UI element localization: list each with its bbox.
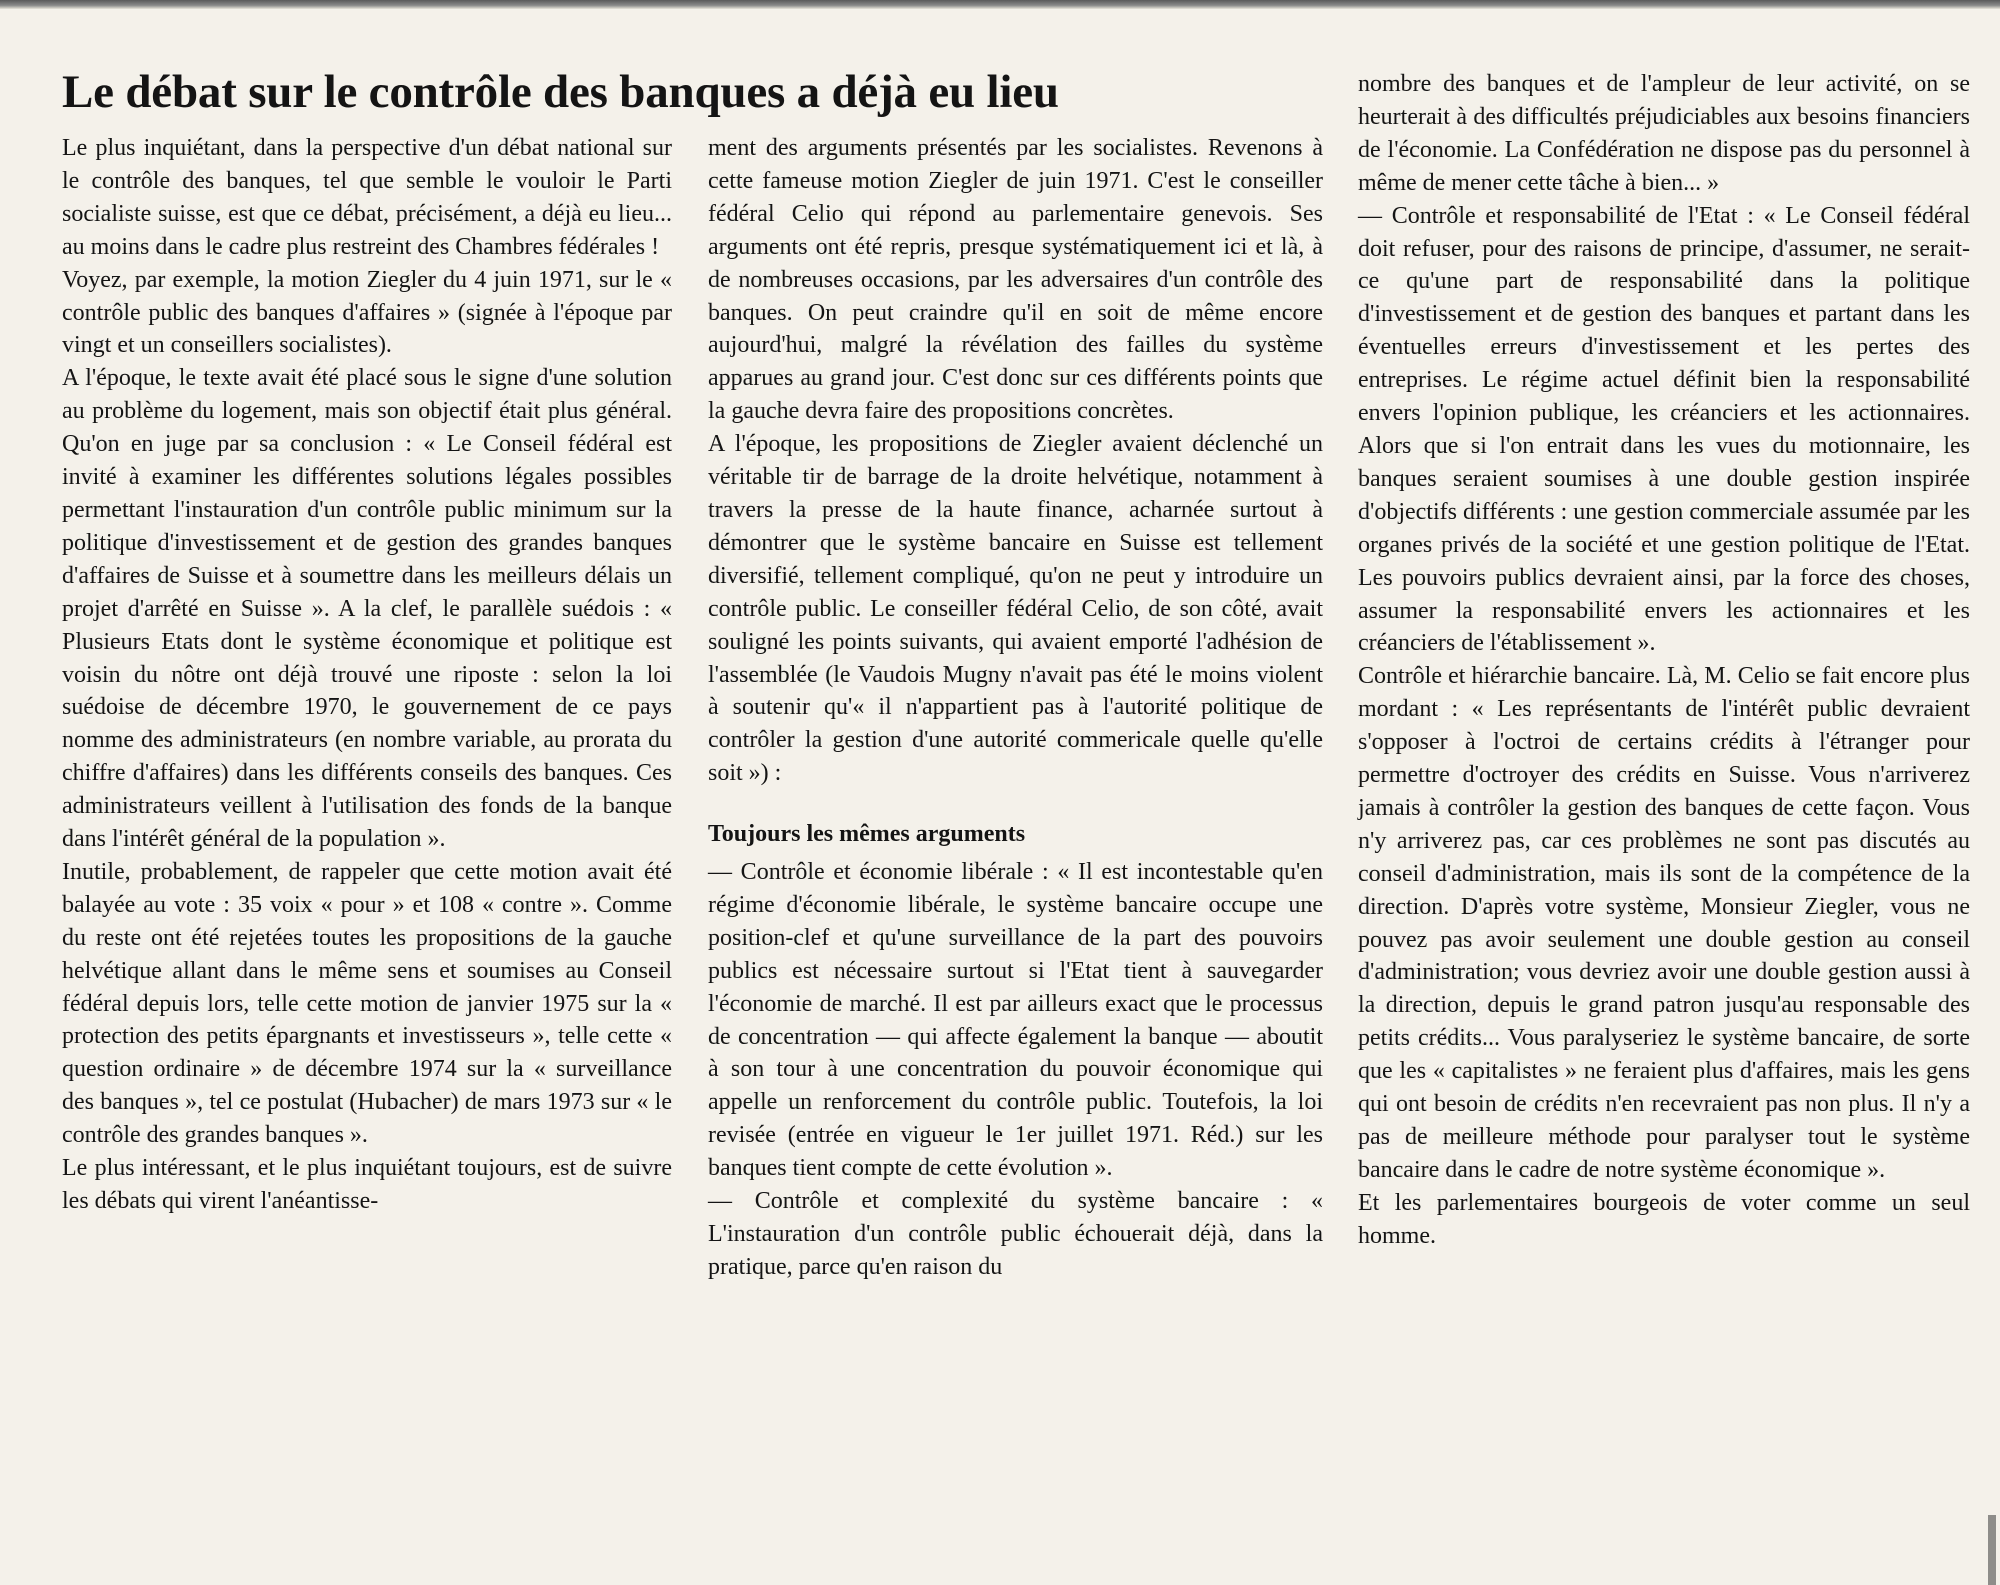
paragraph: nombre des banques et de l'ampleur de leur activité, on se heurterait à des difficultés préjudiciables aux besoins financiers de l'économie. La Confédération ne dispose pas du personnel à même de mener cette tâche à bien... » [1358, 71, 1970, 196]
column-1 [62, 132, 672, 1218]
page-edge-mark [1988, 1515, 1996, 1585]
paragraph: Le plus inquiétant, dans la perspective d'un débat national sur le contrôle des banques, tel que semble le vouloir le Parti socialiste suisse, est que ce débat, précisément, a déjà eu lieu... au moins dans le cadre plus restreint des Chambres fédérales ! [62, 135, 672, 260]
section-subheading: Toujours les mêmes arguments [708, 821, 1026, 848]
paragraph: Contrôle et hiérarchie bancaire. Là, M. Celio se fait encore plus mordant : « Les représentants de l'intérêt public devraient s'opposer à l'octroi de certains crédits à l'étranger pour permettre d'octroyer des crédits en Suisse. Vous n'arriverez jamais à contrôler la gestion des banques de cette façon. Vous n'y arriverez pas, car ces problèmes ne sont pas discutés au conseil d'administration, mais ils sont de la compétence de la direction. D'après votre système, Monsieur Ziegler, vous ne pouvez pas avoir seulement une double gestion au conseil d'administration; vous devriez avoir une double gestion aussi à la direction, depuis le grand patron jusqu'au responsable des petits crédits... Vous paralyseriez le système bancaire, de sorte que les « capitalistes » ne feraient plus d'affaires, mais les gens qui ont besoin de crédits n'en recevraient pas non plus. Il n'y a pas de meilleure méthode pour paralyser tout le système bancaire dans le cadre de notre système économique ». [1358, 663, 1970, 1183]
top-rule [0, 0, 2000, 9]
column-3 [1358, 68, 1970, 1253]
paragraph: Inutile, probablement, de rappeler que cette motion avait été balayée au vote : 35 voix « pour » et 108 « contre ». Comme du reste ont été rejetées toutes les propositions de la gauche helvétique allant dans le même sens et soumises au Conseil fédéral depuis lors, telle cette motion de janvier 1975 sur la « protection des petits épargnants et investisseurs », telle cette « question ordinaire » de décembre 1974 sur la « surveillance des banques », tel ce postulat (Hubacher) de mars 1973 sur « le contrôle des grandes banques ». [62, 858, 672, 1149]
paragraph: ment des arguments présentés par les socialistes. Revenons à cette fameuse motion Ziegler de juin 1971. C'est le conseiller fédéral Celio qui répond au parlementaire genevois. Ses arguments ont été repris, presque systématiquement ici et là, à de nombreuses occasions, par les adversaires d'un contrôle des banques. On peut craindre qu'il en soit de même encore aujourd'hui, malgré la révélation des failles du système apparues au grand jour. C'est donc sur ces différents points que la gauche devra faire des propositions concrètes. [708, 135, 1323, 425]
paragraph: A l'époque, les propositions de Ziegler avaient déclenché un véritable tir de barrage de la droite helvétique, notamment à travers la presse de la haute finance, acharnée surtout à démontrer que le système bancaire en Suisse est tellement diversifié, tellement compliqué, qu'on ne peut y introduire un contrôle public. Le conseiller fédéral Celio, de son côté, avait souligné les points suivants, qui avaient emporté l'adhésion de l'assemblée (le Vaudois Mugny n'avait pas été le moins violent à soutenir qu'« il n'appartient pas à l'autorité politique de contrôler la gestion d'une autorité commericale quelle qu'elle soit ») : [708, 431, 1323, 787]
paragraph: A l'époque, le texte avait été placé sous le signe d'une solution au problème du logement, mais son objectif était plus général. Qu'on en juge par sa conclusion : « Le Conseil fédéral est invité à examiner les différentes solutions légales possibles permettant l'instauration d'un contrôle public minimum sur la politique d'investissement et de gestion des grandes banques d'affaires de Suisse et à soumettre dans les meilleurs délais un projet d'arrêté en Suisse ». A la clef, le parallèle suédois : « Plusieurs Etats dont le système économique et politique est voisin du nôtre ont déjà trouvé une riposte : selon la loi suédoise de décembre 1970, le gouvernement de ce pays nomme des administrateurs (en nombre variable, au prorata du chiffre d'affaires) dans les différents conseils des banques. Ces administrateurs veillent à l'utilisation des fonds de la banque dans l'intérêt général de la population ». [62, 365, 672, 853]
paragraph: — Contrôle et économie libérale : « Il est incontestable qu'en régime d'économie libérale, le système bancaire occupe une position-clef et qu'une surveillance de la part des pouvoirs publics est nécessaire surtout si l'Etat tient à sauvegarder l'économie de marché. Il est par ailleurs exact que le processus de concentration — qui affecte également la banque — aboutit à son tour à une concentration du pouvoir économique qui appelle un renforcement du contrôle public. Toutefois, la loi revisée (entrée en vigueur le 1er juillet 1971. Réd.) sur les banques tient compte de cette évolution ». [708, 859, 1323, 1182]
paragraph: — Contrôle et responsabilité de l'Etat : « Le Conseil fédéral doit refuser, pour des raisons de principe, d'assumer, ne serait-ce qu'une part de responsabilité dans la politique d'investissement et de gestion des banques et partant dans les éventuelles erreurs d'investissement et les pertes des entreprises. Le régime actuel définit bien la responsabilité envers l'opinion publique, les créanciers et les actionnaires. Alors que si l'on entrait dans les vues du motionnaire, les banques seraient soumises à une double gestion inspirée d'objectifs différents : une gestion commerciale assumée par les organes privés de la société et une gestion politique de l'Etat. Les pouvoirs publics devraient ainsi, par la force des choses, assumer la responsabilité envers les actionnaires et les créanciers de l'établissement ». [1358, 202, 1970, 657]
column-2 [708, 132, 1323, 1284]
paragraph: Et les parlementaires bourgeois de voter comme un seul homme. [1358, 1189, 1970, 1249]
article-headline: Le débat sur le contrôle des banques a déjà eu lieu [62, 66, 1059, 118]
paragraph: — Contrôle et complexité du système bancaire : « L'instauration d'un contrôle public échouerait déjà, dans la pratique, parce qu'en raison du [708, 1188, 1323, 1280]
paragraph: Voyez, par exemple, la motion Ziegler du 4 juin 1971, sur le « contrôle public des banques d'affaires » (signée à l'époque par vingt et un conseillers socialistes). [62, 266, 672, 359]
paragraph: Le plus intéressant, et le plus inquiétant toujours, est de suivre les débats qui virent l'anéantisse- [62, 1155, 672, 1214]
